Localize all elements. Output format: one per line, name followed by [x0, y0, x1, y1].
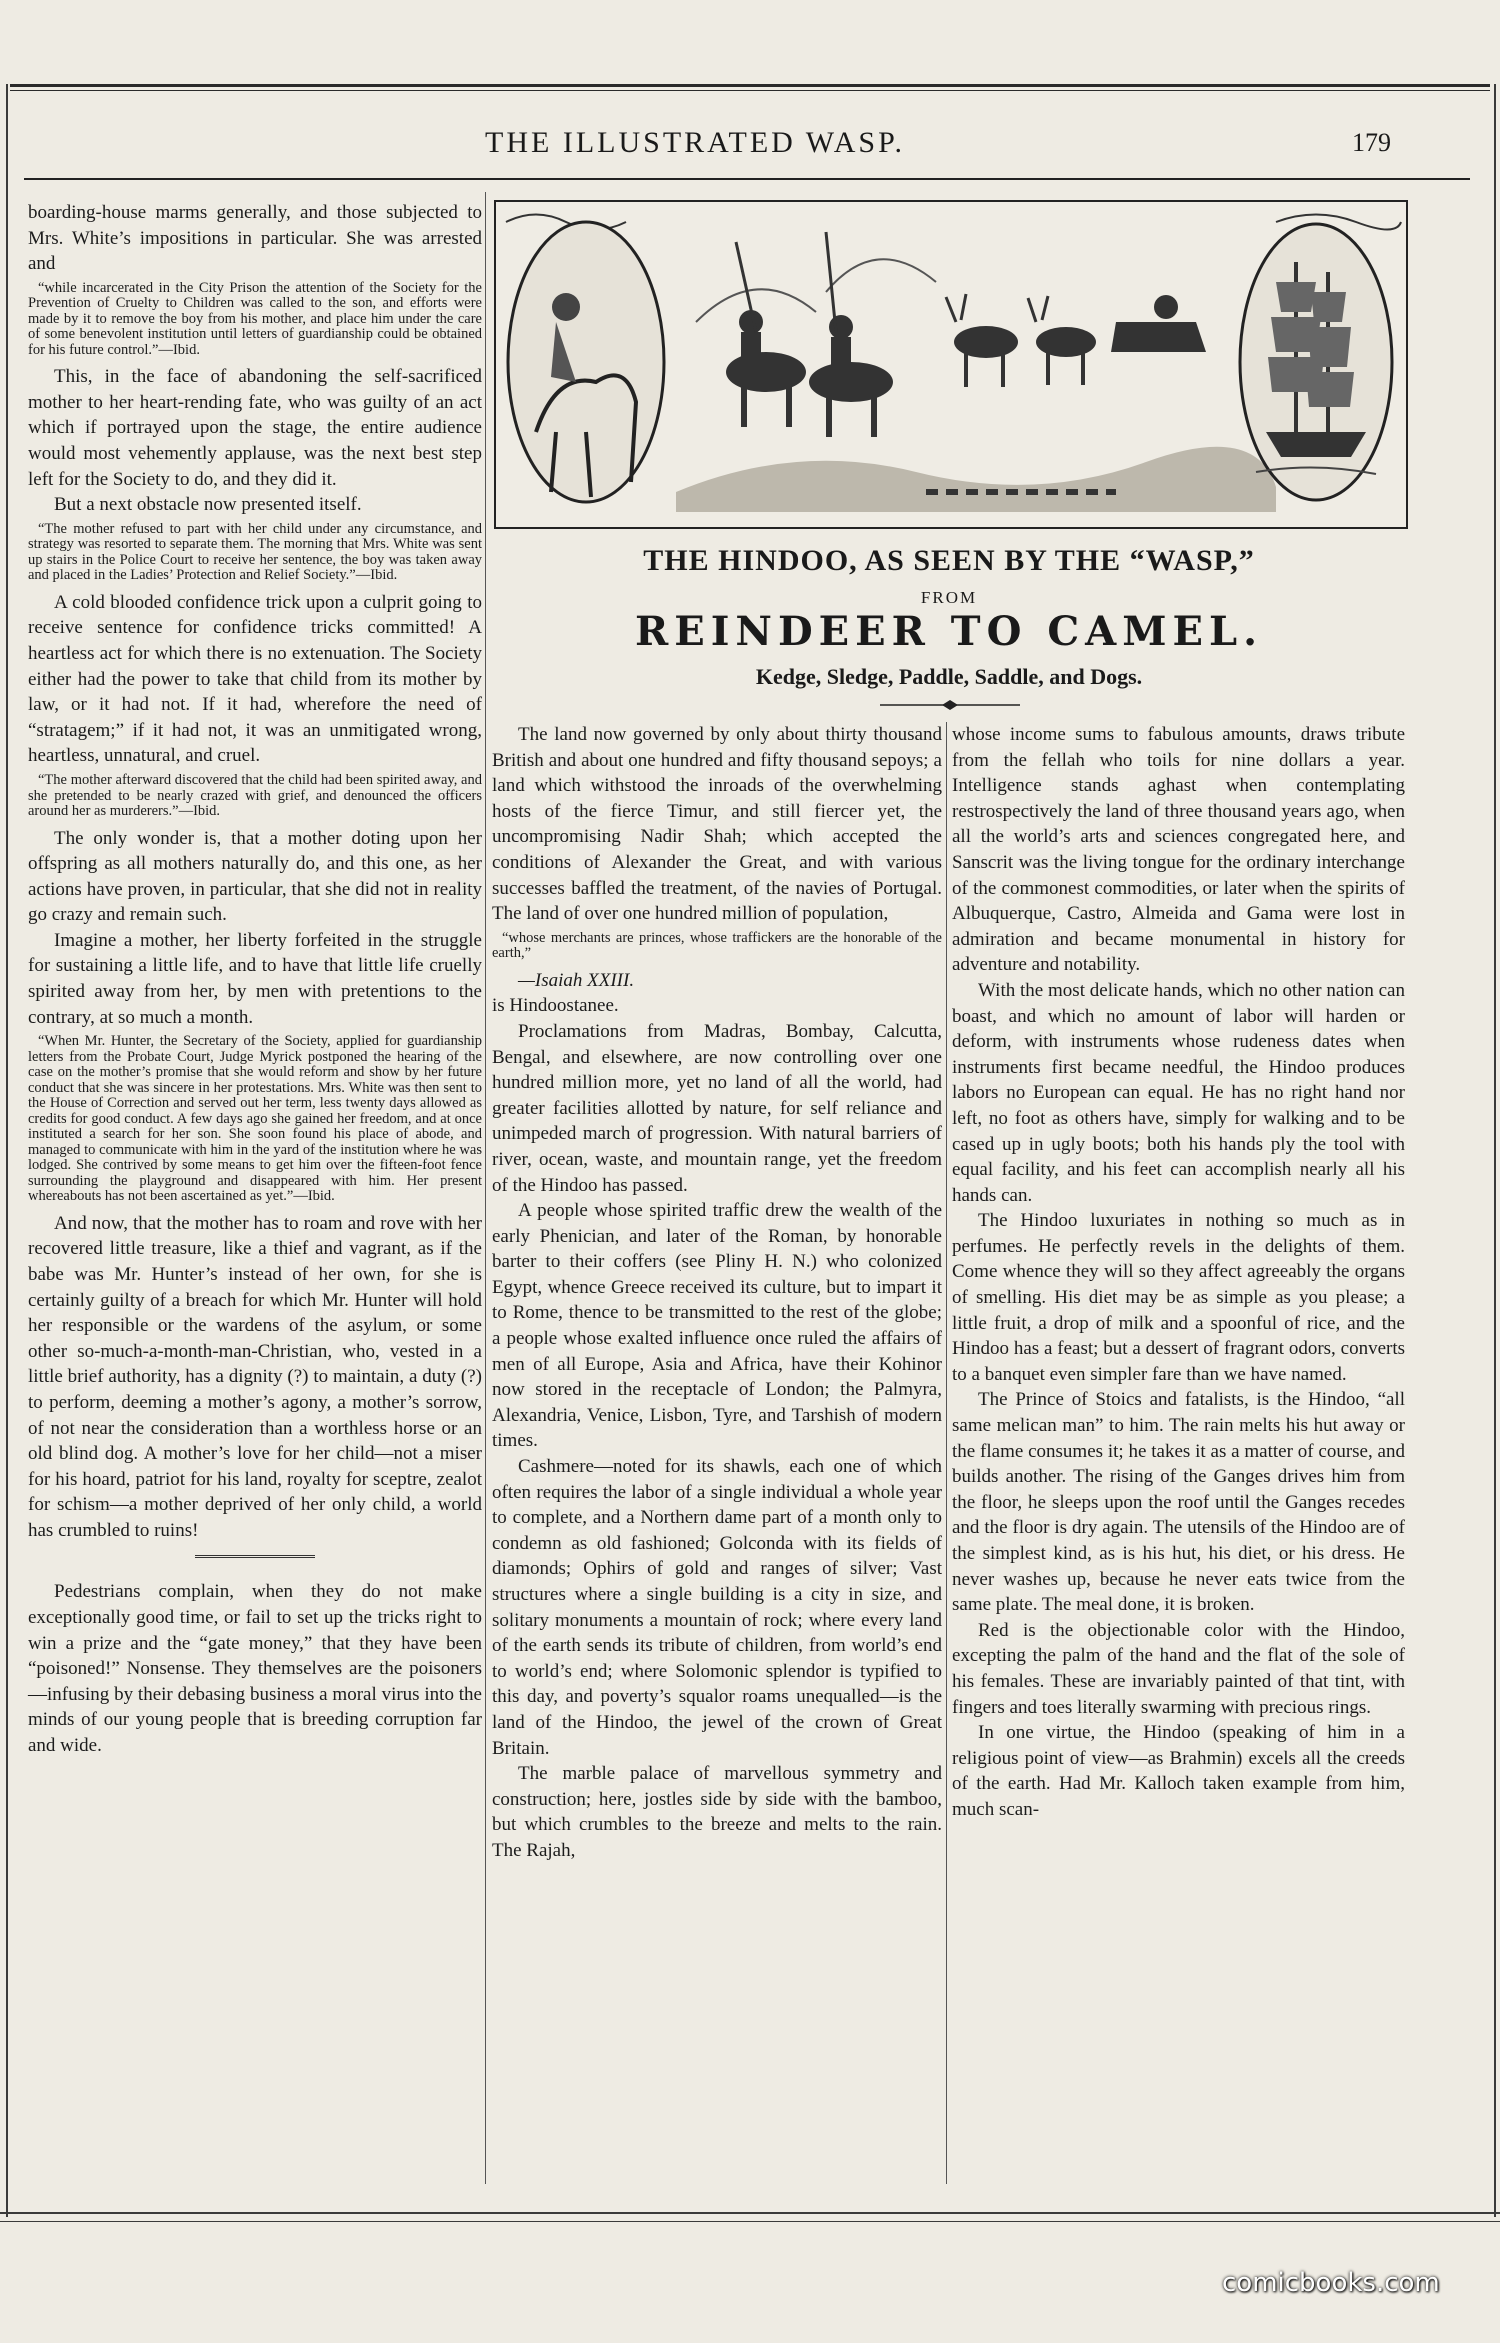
- ornament-divider-icon: [880, 700, 1020, 710]
- quoted-passage: “The mother refused to part with her child under any circumstance, and strategy was resorted to separate them. The morning that Mrs. White was sent up stairs in the Police Court to receive her sentence, the boy was taken away and placed in the Ladies’ Protection and Relief Society.”—Ibid.: [28, 520, 482, 584]
- column-rule-right: [946, 722, 947, 2184]
- left-medallion: [508, 222, 664, 502]
- paragraph: The only wonder is, that a mother doting upon her offspring as all mothers naturally do, and this one, as her actions have proven, in particular, that she did not in reality go crazy and remain such.: [28, 827, 482, 926]
- paragraph: Pedestrians complain, when they do not make exceptionally good time, or fail to set up the tricks right to win a prize and the “gate money,” that they have been “poisoned!” Nonsense. They themselves are the poisoners—infusing by their debasing business a moral virus into the minds of our young people that is breeding corruption far and wide.: [28, 1581, 482, 1757]
- paragraph: With the most delicate hands, which no other nation can boast, and which no amount of labor will harden or deform, with instruments whose rudeness dates when instruments first became needful, the Hindoo produces labors no European can equal. He has no right hand nor left, no foot as others have, simply for walking and to be cased up in ugly boots; both his hands ply the tool with equal facility, and his feet can accomplish nearly all his hands can.: [952, 979, 1405, 1206]
- section-divider: [195, 1555, 315, 1561]
- page-number: 179: [1352, 128, 1391, 157]
- bottom-border: [0, 2212, 1500, 2214]
- right-border: [1494, 84, 1496, 2217]
- paragraph: The Prince of Stoics and fatalists, is the Hindoo, “all same melican man” to him. The rain melts his hut away or the flame consumes it; he takes it as a matter of course, and builds another. The rising of the Ganges drives him from the floor, he sleeps upon the roof until the Ganges recedes and the floor is dry again. The utensils of the Hindoo are of the simplest kind, as is his hut, his diet, or his dress. He never washes up, because he never eats twice from the same plate. The meal done, it is broken.: [952, 1389, 1405, 1616]
- paragraph-continued: is Hindoostanee.: [492, 995, 619, 1017]
- paragraph: The marble palace of marvellous symmetry and construction; here, jostles side by side with the bamboo, but which crumbles to the breeze and melts to the rain. The Rajah,: [492, 1763, 942, 1861]
- paragraph: And now, that the mother has to roam and rove with her recovered little treasure, like a thief and vagrant, as if the babe was Mr. Hunter’s instead of her own, for she is certainly guilty of a breach for which Mr. Hunter will hold her responsible or the wardens of the asylum, or some other so-much-a-month-man-Christian, who, vested in a little brief authority, has a dignity (?) to maintain, a duty (?) to perform, deeming a mother’s agony, a mother’s sorrow, of not near the consideration than a worthless horse or an old blind dog. A mother’s love for her child—not a miser for his hoard, patriot for his land, royalty for sceptre, zealot for schism—a mother deprived of her only child, a world has crumbled to ruins!: [28, 1212, 482, 1541]
- paragraph: The land now governed by only about thirty thousand British and about one hundred and fifty thousand sepoys; a land which withstood the inroads of the overwhelming hosts of the fierce Timur, and still fiercer yet, the uncompromising Nadir Shah; which accepted the conditions of Alexander the Great, and with various successes baffled the treatment, of the navies of Portugal. The land of over one hundred million of population,: [492, 724, 942, 925]
- paragraph: Cashmere—noted for its shawls, each one of which often requires the labor of a single individual a whole year to complete, and a Northern dame part of a month only to condemn as old fashioned; Golconda with its fields of diamonds; Ophirs of gold and ranges of silver; Vast structures where a single building is a city in size, and solitary monuments a mountain of rock; where every land of the earth sends its tribute of children, from world’s end to world’s end; where Solomonic splendor is typified to this day, and poverty’s squalor roams unequalled—is the land of the Hindoo, the jewel of the crown of Great Britain.: [492, 1456, 942, 1759]
- column-2: [492, 722, 942, 1864]
- header-rule: [24, 178, 1470, 180]
- quoted-passage: “When Mr. Hunter, the Secretary of the Society, applied for guardianship letters from the Probate Court, Judge Myrick postponed the hearing of the case on the mother’s promise that she would reform and show by her future conduct that she was sincere in her protestations. Mrs. White was then sent to the House of Correction and served out her term, less twenty days allowed as credits for good conduct. A few days ago she gained her freedom, and at once instituted a search for her son. She soon found his place of abode, and managed to communicate with him in the yard of the institution where he was lodged. She contrived by some means to get him over the fifteen-foot fence surrounding the playground and disappeared with him. Her present whereabouts has not been ascertained as yet.”—Ibid.: [28, 1033, 482, 1205]
- quote-attribution: —Isaiah XXIII.: [518, 969, 635, 991]
- article-subhead: REINDEER TO CAMEL.: [634, 608, 1264, 655]
- paragraph: Proclamations from Madras, Bombay, Calcutta, Bengal, and elsewhere, are now controlling over one hundred million more, yet no land of all the world, had greater facilities allotted by nature, for self reliance and unimpeded march of progression. With natural barriers of river, ocean, waste, and mountain range, yet the freedom of the Hindoo has passed.: [492, 1020, 942, 1196]
- paragraph: A cold blooded confidence trick upon a culprit going to receive sentence for confidence tricks committed! A heartless act for which there is no extenuation. The Society either had the power to take that child from its mother by law, or it had not. If it had, wherefore the need of “stratagem;” if it had not, it was an unmitigated wrong, heartless, unnatural, and cruel.: [28, 591, 482, 767]
- quoted-passage: “The mother afterward discovered that the child had been spirited away, and she pretended to be nearly crazed with grief, and denounced the officers around her as murderers.”—Ibid.: [28, 772, 482, 819]
- quoted-passage: “while incarcerated in the City Prison the attention of the Society for the Prevention of Cruelty to Children was called to the son, and efforts were made by it to remove the boy from his mother, and place him under the care of some benevolent institution until letters of guardianship could be obtained for his future control.”—Ibid.: [28, 279, 482, 358]
- site-watermark: comicbooks.com: [1222, 2268, 1440, 2298]
- bottom-border-inner: [0, 2221, 1500, 2222]
- from-label: FROM: [920, 588, 978, 607]
- column-1: [28, 200, 482, 1759]
- paragraph: In one virtue, the Hindoo (speaking of him in a religious point of view—as Brahmin) excels all the creeds of the earth. Had Mr. Kalloch taken example from him, much scan-: [952, 1722, 1405, 1820]
- paragraph: But a next obstacle now presented itself.: [54, 494, 362, 516]
- running-title: THE ILLUSTRATED WASP.: [485, 126, 905, 159]
- top-border: [10, 84, 1490, 87]
- column-3: [952, 722, 1405, 1823]
- quoted-passage: “whose merchants are princes, whose traffickers are the honorable of the earth,”: [492, 929, 942, 962]
- paragraph-continued: whose income sums to fabulous amounts, draws tribute from the fellah who toils for nine dollars a year. Intelligence stands aghast when contemplating restrospectively the land of three thousand years ago, when all the world’s arts and sciences congregated here, and Sanscrit was the living tongue for the ordinary interchange of the commonest commodities, or later when the spirits of Albuquerque, Castro, Almeida and Gama were lost in admiration and became monumental in history for adventure and notability.: [952, 724, 1405, 976]
- article-headline: THE HINDOO, AS SEEN BY THE “WASP,”: [643, 544, 1255, 577]
- paragraph: The Hindoo luxuriates in nothing so much as in perfumes. He perfectly revels in the delights of them. Come whence they will so they affect agreeably the organs of smelling. His diet may be as simple as you please; a little fruit, a drop of milk and a spoonful of rice, and the Hindoo has a feast; but a dessert of fragrant odors, converts to a banquet even simpler fare than we have named.: [952, 1210, 1405, 1385]
- top-border-inner: [10, 90, 1490, 91]
- paragraph: Imagine a mother, her liberty forfeited in the struggle for sustaining a little life, and to have that little life cruelly spirited away from her, by men with pretentions to the contrary, at so much a month.: [28, 929, 482, 1028]
- paragraph: Red is the objectionable color with the Hindoo, excepting the palm of the hand and the flat of the sole of his females. These are invariably painted of that tint, with fingers and toes literally swarming with precious rings.: [952, 1619, 1405, 1718]
- article-tagline: Kedge, Sledge, Paddle, Saddle, and Dogs.: [755, 664, 1143, 689]
- engraving-drawing: [496, 202, 1406, 527]
- paragraph: This, in the face of abandoning the self-sacrificed mother to her heart-rending fate, who was guilty of an act which if portrayed upon the stage, the entire audience would most vehemently applause, was the next best step left for the Society to do, and they did it.: [28, 366, 482, 490]
- left-border: [6, 84, 8, 2217]
- paragraph-continued: boarding-house marms generally, and those subjected to Mrs. White’s impositions in particular. She was arrested and: [28, 202, 482, 275]
- paragraph: A people whose spirited traffic drew the wealth of the early Phenician, and later of the Roman, by honorable barter to their coffers (see Pliny H. N.) who colonized Egypt, whence Greece received its culture, but to impart it to Rome, thence to be transmitted to the rest of the globe; a people whose exalted influence once ruled the affairs of men of all Europe, Asia and Africa, have their Kohinor now stored in the receptacle of London; the Palmyra, Alexandria, Venice, Lisbon, Tyre, and Tarshish of modern times.: [492, 1200, 942, 1452]
- column-rule-left: [485, 192, 486, 2184]
- illustration-engraving: [494, 200, 1408, 529]
